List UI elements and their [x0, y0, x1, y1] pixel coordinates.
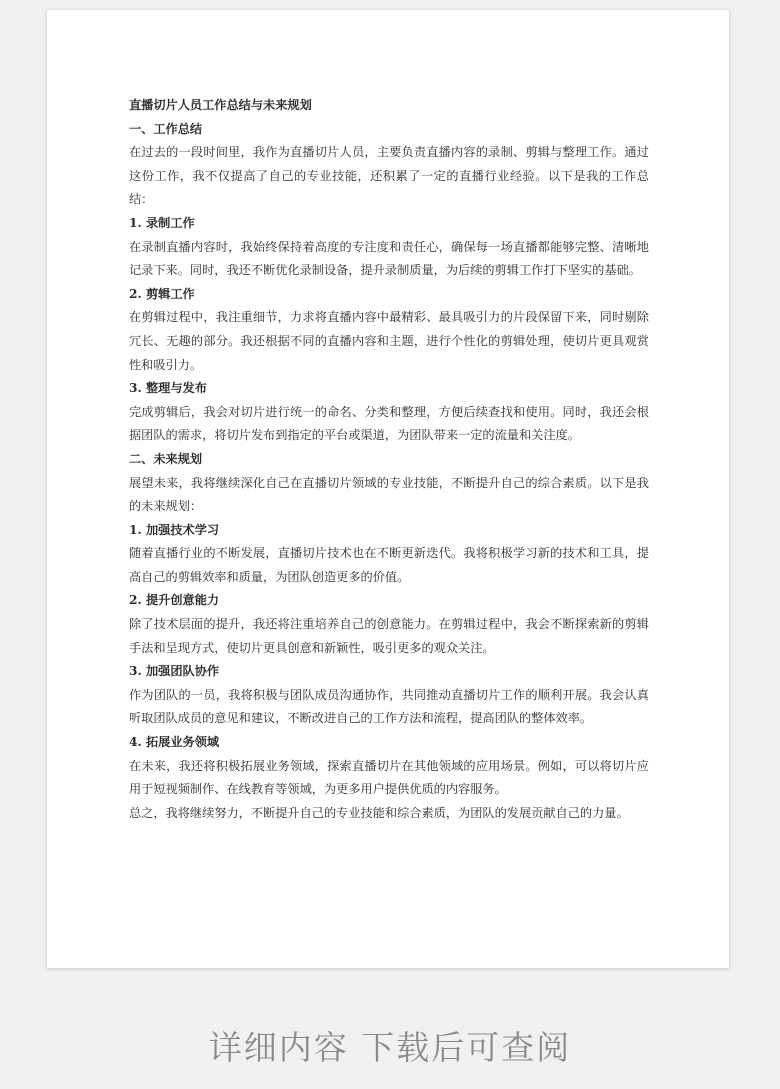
subsection-heading: 2. 剪辑工作: [129, 286, 195, 301]
paragraph: 在过去的一段时间里，我作为直播切片人员，主要负责直播内容的录制、剪辑与整理工作。通过这份工作，我不仅提高了自己的专业技能，还积累了一定的直播行业经验。以下是我的工作总结：: [129, 145, 649, 207]
paragraph: 在录制直播内容时，我始终保持着高度的专注度和责任心，确保每一场直播都能够完整、清晰地记录下来。同时，我还不断优化录制设备，提升录制质量，为后续的剪辑工作打下坚实的基础。: [129, 239, 649, 278]
document-page: [47, 10, 729, 968]
subsection-heading: 4. 拓展业务领域: [129, 735, 220, 750]
paragraph: 总之，我将继续努力，不断提升自己的专业技能和综合素质，为团队的发展贡献自己的力量。: [129, 805, 629, 820]
subsection-heading: 1. 加强技术学习: [129, 522, 220, 537]
section-heading: 一、工作总结: [129, 121, 203, 136]
paragraph: 作为团队的一员，我将积极与团队成员沟通协作，共同推动直播切片工作的顺利开展。我会认真听取团队成员的意见和建议，不断改进自己的工作方法和流程，提高团队的整体效率。: [129, 687, 649, 726]
download-hint: 详细内容 下载后可查阅: [208, 1028, 572, 1067]
paragraph: 在未来，我还将积极拓展业务领域，探索直播切片在其他领域的应用场景。例如，可以将切片应用于短视频制作、在线教育等领域，为更多用户提供优质的内容服务。: [129, 758, 649, 797]
paragraph: 随着直播行业的不断发展，直播切片技术也在不断更新迭代。我将积极学习新的技术和工具，提高自己的剪辑效率和质量，为团队创造更多的价值。: [129, 546, 649, 584]
paragraph: 完成剪辑后，我会对切片进行统一的命名、分类和整理，方便后续查找和使用。同时，我还会根据团队的需求，将切片发布到指定的平台或渠道，为团队带来一定的流量和关注度。: [129, 404, 649, 443]
paragraph: 在剪辑过程中，我注重细节，力求将直播内容中最精彩、最具吸引力的片段保留下来，同时剔除冗长、无趣的部分。我还根据不同的直播内容和主题，进行个性化的剪辑处理，使切片更具观赏性和吸引力。: [129, 310, 649, 372]
section-heading: 二、未来规划: [129, 451, 203, 466]
paragraph: 除了技术层面的提升，我还将注重培养自己的创意能力。在剪辑过程中，我会不断探索新的剪辑手法和呈现方式，使切片更具创意和新颖性，吸引更多的观众关注。: [129, 617, 649, 655]
document-body: [129, 94, 649, 825]
subsection-heading: 3. 加强团队协作: [129, 664, 220, 679]
subsection-heading: 2. 提升创意能力: [129, 593, 220, 608]
subsection-heading: 3. 整理与发布: [129, 381, 207, 396]
subsection-heading: 1. 录制工作: [129, 215, 195, 230]
paragraph: 展望未来，我将继续深化自己在直播切片领域的专业技能，不断提升自己的综合素质。以下是我的未来规划：: [129, 475, 649, 514]
document-title: 直播切片人员工作总结与未来规划: [129, 98, 312, 112]
